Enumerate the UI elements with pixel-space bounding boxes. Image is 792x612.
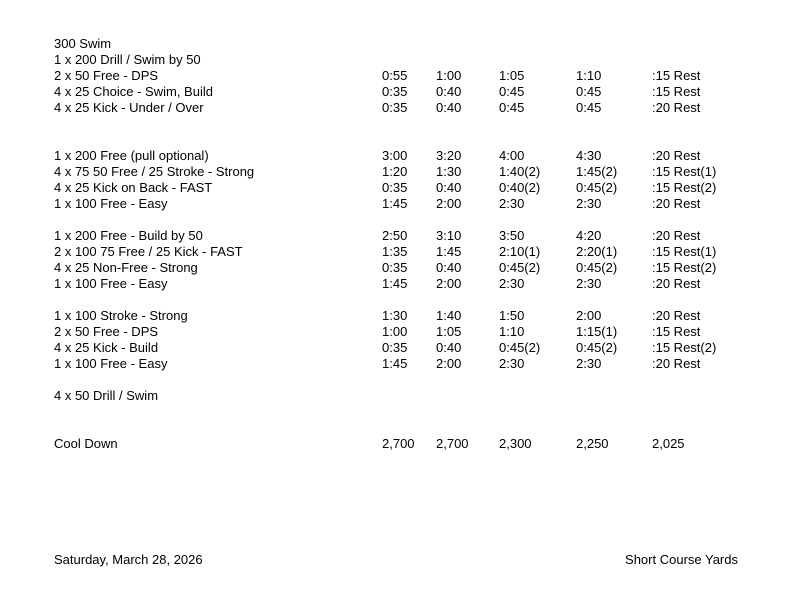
set-description: 2 x 50 Free - DPS (54, 324, 159, 339)
cool-down-label: Cool Down (54, 436, 118, 451)
interval-group-4: 2:30 (576, 196, 602, 211)
interval-group-1: 0:35 (382, 100, 408, 115)
interval-group-3: 1:50 (499, 308, 525, 323)
interval-group-2: 1:40 (436, 308, 462, 323)
rest-group: :20 Rest (652, 228, 701, 243)
set-description: 1 x 100 Free - Easy (54, 196, 168, 211)
interval-group-1: 1:45 (382, 276, 408, 291)
workout-line (0, 340, 792, 356)
interval-group-4: 2:00 (576, 308, 602, 323)
workout-line (0, 276, 792, 292)
totals-line (0, 436, 792, 452)
interval-group-2: 2:00 (436, 356, 462, 371)
set-description: 1 x 100 Stroke - Strong (54, 308, 188, 323)
rest-group: :15 Rest (652, 324, 701, 339)
rest-group: :15 Rest (652, 68, 701, 83)
set-description: 4 x 75 50 Free / 25 Stroke - Strong (54, 164, 255, 179)
interval-group-2: 0:40 (436, 180, 462, 195)
interval-group-2: 2:00 (436, 196, 462, 211)
interval-group-3: 0:45(2) (499, 340, 541, 355)
interval-group-4: 0:45 (576, 84, 602, 99)
interval-group-1: 0:35 (382, 180, 408, 195)
interval-group-2: 0:40 (436, 100, 462, 115)
set-description: 4 x 50 Drill / Swim (54, 388, 159, 403)
set-description: 4 x 25 Kick - Under / Over (54, 100, 204, 115)
interval-group-1: 1:30 (382, 308, 408, 323)
interval-group-2: 0:40 (436, 340, 462, 355)
total-group-3: 2,300 (499, 436, 532, 451)
set-description: 1 x 200 Drill / Swim by 50 (54, 52, 201, 67)
set-description: 1 x 200 Free - Build by 50 (54, 228, 203, 243)
interval-group-3: 0:45 (499, 100, 525, 115)
interval-group-1: 1:45 (382, 356, 408, 371)
interval-group-4: 4:30 (576, 148, 602, 163)
rest-group: :15 Rest(2) (652, 340, 717, 355)
rest-group: :20 Rest (652, 356, 701, 371)
interval-group-4: 2:30 (576, 356, 602, 371)
rest-group: :15 Rest(1) (652, 244, 717, 259)
interval-group-1: 0:55 (382, 68, 408, 83)
interval-group-3: 0:45 (499, 84, 525, 99)
workout-line (0, 148, 792, 164)
workout-line (0, 84, 792, 100)
set-description: 2 x 100 75 Free / 25 Kick - FAST (54, 244, 243, 259)
interval-group-4: 4:20 (576, 228, 602, 243)
footer-date: Saturday, March 28, 2026 (54, 552, 203, 567)
interval-group-3: 2:10(1) (499, 244, 541, 259)
interval-group-2: 2:00 (436, 276, 462, 291)
interval-group-4: 0:45(2) (576, 260, 618, 275)
workout-line (0, 164, 792, 180)
set-description: 1 x 200 Free (pull optional) (54, 148, 209, 163)
workout-line (0, 180, 792, 196)
workout-line (0, 36, 792, 52)
workout-line (0, 388, 792, 404)
total-group-2: 2,700 (436, 436, 469, 451)
rest-group: :20 Rest (652, 100, 701, 115)
interval-group-3: 4:00 (499, 148, 525, 163)
interval-group-3: 2:30 (499, 276, 525, 291)
interval-group-4: 0:45(2) (576, 340, 618, 355)
interval-group-3: 3:50 (499, 228, 525, 243)
interval-group-3: 1:05 (499, 68, 525, 83)
workout-line (0, 68, 792, 84)
interval-group-2: 3:10 (436, 228, 462, 243)
workout-line (0, 356, 792, 372)
rest-group: :15 Rest(2) (652, 260, 717, 275)
workout-line (0, 260, 792, 276)
interval-group-2: 1:45 (436, 244, 462, 259)
interval-group-1: 2:50 (382, 228, 408, 243)
interval-group-1: 1:35 (382, 244, 408, 259)
total-group-4: 2,250 (576, 436, 609, 451)
interval-group-1: 1:00 (382, 324, 408, 339)
workout-line (0, 244, 792, 260)
interval-group-4: 2:30 (576, 276, 602, 291)
interval-group-1: 1:45 (382, 196, 408, 211)
workout-line (0, 196, 792, 212)
rest-group: :20 Rest (652, 308, 701, 323)
interval-group-4: 1:10 (576, 68, 602, 83)
set-description: 4 x 25 Non-Free - Strong (54, 260, 198, 275)
rest-group: :20 Rest (652, 148, 701, 163)
set-description: 4 x 25 Kick on Back - FAST (54, 180, 213, 195)
set-description: 2 x 50 Free - DPS (54, 68, 159, 83)
interval-group-2: 0:40 (436, 84, 462, 99)
rest-group: :15 Rest (652, 84, 701, 99)
interval-group-3: 1:10 (499, 324, 525, 339)
interval-group-3: 0:45(2) (499, 260, 541, 275)
set-description: 1 x 100 Free - Easy (54, 276, 168, 291)
set-description: 300 Swim (54, 36, 112, 51)
interval-group-4: 0:45 (576, 100, 602, 115)
workout-line (0, 52, 792, 68)
workout-line (0, 228, 792, 244)
rest-group: :15 Rest(2) (652, 180, 717, 195)
set-description: 4 x 25 Choice - Swim, Build (54, 84, 213, 99)
interval-group-1: 3:00 (382, 148, 408, 163)
rest-group: :20 Rest (652, 276, 701, 291)
interval-group-4: 0:45(2) (576, 180, 618, 195)
interval-group-3: 0:40(2) (499, 180, 541, 195)
footer-course: Short Course Yards (625, 552, 738, 567)
interval-group-4: 1:45(2) (576, 164, 618, 179)
workout-line (0, 100, 792, 116)
workout-line (0, 324, 792, 340)
interval-group-2: 1:30 (436, 164, 462, 179)
total-group-5: 2,025 (652, 436, 685, 451)
workout-line (0, 308, 792, 324)
interval-group-3: 1:40(2) (499, 164, 541, 179)
set-description: 1 x 100 Free - Easy (54, 356, 168, 371)
interval-group-2: 3:20 (436, 148, 462, 163)
interval-group-1: 0:35 (382, 260, 408, 275)
interval-group-4: 2:20(1) (576, 244, 618, 259)
set-description: 4 x 25 Kick - Build (54, 340, 159, 355)
interval-group-1: 0:35 (382, 84, 408, 99)
total-group-1: 2,700 (382, 436, 415, 451)
interval-group-3: 2:30 (499, 196, 525, 211)
interval-group-4: 1:15(1) (576, 324, 618, 339)
interval-group-2: 1:05 (436, 324, 462, 339)
interval-group-2: 1:00 (436, 68, 462, 83)
interval-group-1: 0:35 (382, 340, 408, 355)
interval-group-2: 0:40 (436, 260, 462, 275)
interval-group-3: 2:30 (499, 356, 525, 371)
interval-group-1: 1:20 (382, 164, 408, 179)
rest-group: :20 Rest (652, 196, 701, 211)
rest-group: :15 Rest(1) (652, 164, 717, 179)
